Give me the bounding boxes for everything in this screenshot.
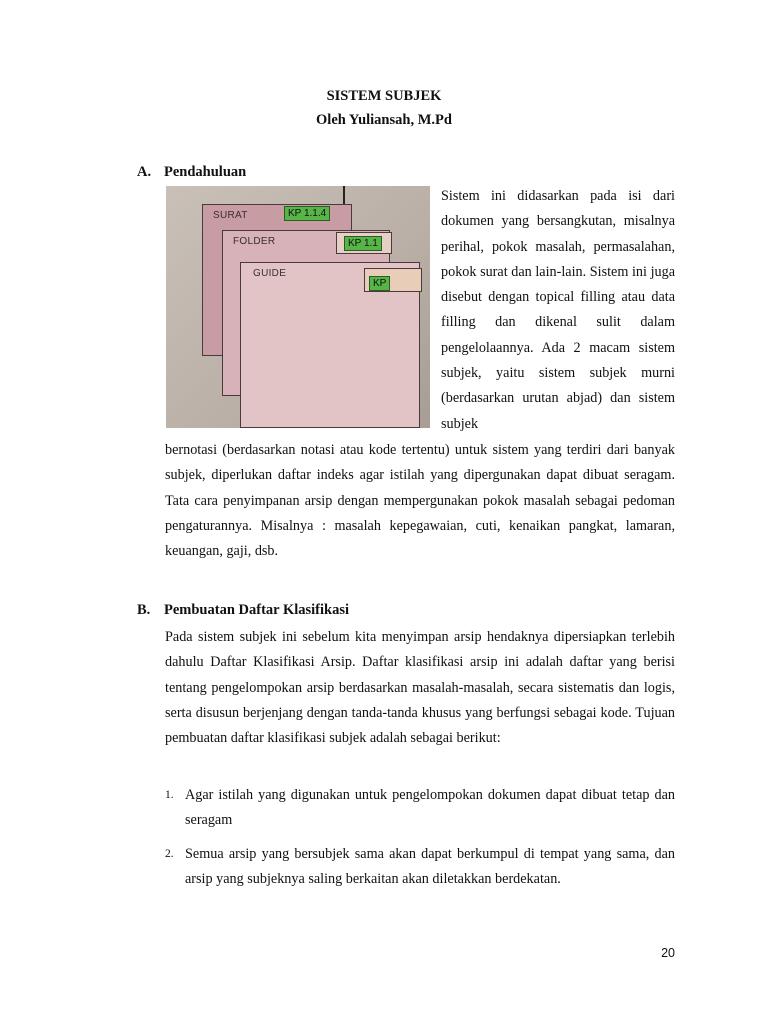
section-a-title: Pendahuluan — [164, 164, 247, 180]
author-line: Oleh Yuliansah, M.Pd — [316, 112, 452, 128]
list-item-number: 2. — [165, 847, 174, 860]
section-a-body-text: bernotasi (berdasarkan notasi atau kode tertentu) untuk sistem yang terdiri dari banyak subjek, diperlukan daftar indeks agar istilah yang dipergunakan dapat dibuat seragam. Tata cara penyimpanan arsip dengan mempergunakan pokok masalah sebagai pedoman pengaturannya. Misalnya : masalah kepegawaian, cuti, kenaikan pangkat, lamaran, keuangan, gaji, dsb. — [165, 442, 675, 560]
tag-kp-114: KP 1.1.4 — [284, 206, 330, 221]
guide-label: GUIDE — [253, 268, 287, 279]
list-item-number: 1. — [165, 789, 174, 801]
list-item-text: Agar istilah yang digunakan untuk pengelompokan dokumen dapat dibuat tetap dan seragam — [185, 787, 675, 829]
list-item — [165, 842, 675, 893]
surat-label: SURAT — [213, 210, 248, 221]
section-a-heading — [137, 162, 246, 182]
filing-system-figure — [166, 186, 430, 428]
page-number: 20 — [661, 946, 675, 960]
page-title: SISTEM SUBJEK — [326, 88, 442, 104]
section-b-heading — [137, 600, 349, 620]
objectives-list — [165, 783, 675, 892]
list-item — [165, 783, 675, 834]
folder-label: FOLDER — [233, 236, 276, 247]
section-a-side-text: Sistem ini didasarkan pada isi dari dokumen yang bersangkutan, misalnya perihal, pokok masalah, permasalahan, pokok surat dan lain-lain. Sistem ini juga disebut dengan topical filling atau data filling dan dikenal sulit dalam pengelolaannya. Ada 2 macam sistem subjek, yaitu sistem subjek murni (berdasarkan urutan abjad) dan sistem subjek — [441, 188, 675, 432]
section-a-number: A. — [137, 164, 152, 180]
tag-kp: KP — [369, 276, 390, 291]
arrow-icon — [343, 186, 345, 206]
section-b-body-text: Pada sistem subjek ini sebelum kita menyimpan arsip hendaknya dipersiapkan terlebih dahulu Daftar Klasifikasi Arsip. Daftar klasifikasi arsip ini adalah daftar yang berisi tentang pengelompokan arsip berdasarkan masalah-masalah, secara sistematis dan logis, serta disusun berjenjang dengan tanda-tanda khusus yang berfungsi sebagai kode. Tujuan pembuatan daftar klasifikasi subjek adalah sebagai berikut: — [165, 629, 675, 747]
list-item-text: Semua arsip yang bersubjek sama akan dapat berkumpul di tempat yang sama, dan arsip yang subjeknya saling berkaitan akan diletakkan berdekatan. — [185, 845, 675, 887]
section-b-title: Pembuatan Daftar Klasifikasi — [164, 602, 350, 618]
section-b-number: B. — [137, 602, 151, 618]
tag-kp-11: KP 1.1 — [344, 236, 382, 251]
